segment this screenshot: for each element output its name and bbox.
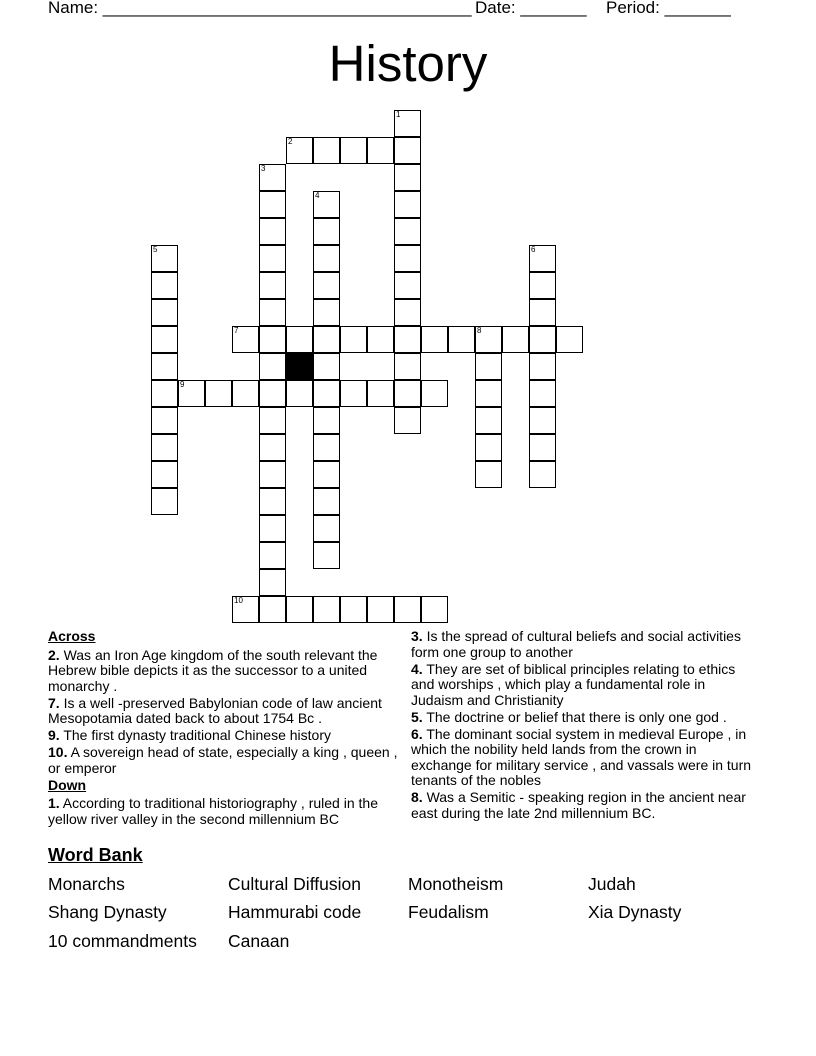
word-bank-item: Xia Dynasty — [588, 902, 682, 922]
clue — [48, 745, 400, 776]
grid-cell[interactable] — [421, 596, 448, 623]
clue-number: 7 — [234, 326, 239, 335]
period-field: Period: _______ — [606, 0, 731, 17]
clue-text: A sovereign head of state, especially a king , queen , or emperor — [48, 744, 398, 776]
grid-cell[interactable] — [475, 407, 502, 434]
clue — [48, 696, 400, 727]
clue — [48, 728, 400, 744]
grid-cell[interactable] — [286, 596, 313, 623]
clue — [411, 629, 761, 660]
grid-cell[interactable] — [313, 434, 340, 461]
grid-cell[interactable] — [421, 326, 448, 353]
clues-right-column — [411, 629, 761, 823]
grid-cell[interactable] — [394, 191, 421, 218]
name-field: Name: _______________________________________ — [48, 0, 472, 17]
grid-cell[interactable] — [367, 137, 394, 164]
grid-cell[interactable] — [259, 380, 286, 407]
grid-cell[interactable] — [529, 245, 556, 272]
grid-cell[interactable] — [151, 488, 178, 515]
grid-cell[interactable] — [340, 137, 367, 164]
clue-number-label: 2. — [48, 646, 60, 663]
grid-cell[interactable] — [529, 353, 556, 380]
page-title: History — [328, 35, 488, 92]
clue-number: 1 — [396, 110, 401, 119]
grid-cell[interactable] — [259, 245, 286, 272]
grid-cell[interactable] — [259, 434, 286, 461]
grid-cell[interactable] — [394, 299, 421, 326]
grid-cell[interactable] — [313, 299, 340, 326]
grid-cell[interactable] — [151, 407, 178, 434]
word-bank-item: 10 commandments — [48, 931, 197, 951]
grid-cell[interactable] — [340, 326, 367, 353]
clue — [411, 790, 761, 821]
grid-cell[interactable] — [367, 326, 394, 353]
clue-number: 5 — [153, 245, 158, 254]
clue-number-label: 3. — [411, 628, 423, 644]
grid-cell[interactable] — [286, 326, 313, 353]
grid-cell[interactable] — [394, 407, 421, 434]
grid-cell[interactable] — [394, 272, 421, 299]
word-bank-item: Cultural Diffusion — [228, 874, 361, 894]
grid-cell[interactable] — [394, 353, 421, 380]
grid-cell[interactable] — [178, 380, 205, 407]
grid-cell[interactable] — [151, 461, 178, 488]
grid-cell[interactable] — [313, 353, 340, 380]
grid-cell[interactable] — [529, 461, 556, 488]
grid-cell[interactable] — [394, 218, 421, 245]
grid-cell[interactable] — [313, 272, 340, 299]
clue-number: 2 — [288, 137, 293, 146]
clue-number-label: 6. — [411, 725, 423, 742]
grid-cell[interactable] — [151, 434, 178, 461]
grid-cell[interactable] — [313, 488, 340, 515]
grid-cell[interactable] — [367, 596, 394, 623]
clue-number: 4 — [315, 191, 320, 200]
clue-number-label: 5. — [411, 708, 423, 725]
grid-cell[interactable] — [259, 515, 286, 542]
clue-text: The doctrine or belief that there is only one god . — [422, 708, 727, 725]
word-bank-item: Feudalism — [408, 902, 489, 922]
grid-cell[interactable] — [394, 110, 421, 137]
grid-cell[interactable] — [151, 353, 178, 380]
grid-cell[interactable] — [367, 380, 394, 407]
word-bank-title: Word Bank — [48, 845, 143, 865]
clue-number: 6 — [531, 245, 536, 254]
grid-cell[interactable] — [502, 326, 529, 353]
grid-cell[interactable] — [151, 380, 178, 407]
grid-cell[interactable] — [475, 326, 502, 353]
grid-cell[interactable] — [340, 596, 367, 623]
word-bank-item: Shang Dynasty — [48, 902, 167, 922]
grid-cell[interactable] — [151, 326, 178, 353]
grid-cell[interactable] — [232, 596, 259, 623]
word-bank-item: Hammurabi code — [228, 902, 362, 922]
word-bank-item: Monarchs — [48, 874, 125, 894]
clue-number-label: 7. — [48, 694, 60, 711]
word-bank-item: Canaan — [228, 931, 290, 951]
grid-cell[interactable] — [529, 407, 556, 434]
grid-cell[interactable] — [313, 542, 340, 569]
grid-cell[interactable] — [313, 407, 340, 434]
grid-cell[interactable] — [475, 380, 502, 407]
clue-text: According to traditional historiography , ruled in the yellow river valley in the second millennium BC — [48, 795, 378, 827]
grid-cell[interactable] — [313, 191, 340, 218]
clue — [411, 710, 761, 726]
grid-cell[interactable] — [394, 596, 421, 623]
grid-cell[interactable] — [475, 461, 502, 488]
clue-number-label: 8. — [411, 789, 423, 805]
grid-cell[interactable] — [151, 299, 178, 326]
grid-cell[interactable] — [259, 353, 286, 380]
grid-cell[interactable] — [313, 596, 340, 623]
grid-cell[interactable] — [313, 515, 340, 542]
clue-number-label: 1. — [48, 795, 60, 811]
clue-number-label: 4. — [411, 660, 423, 677]
grid-cell[interactable] — [286, 137, 313, 164]
grid-cell[interactable] — [286, 380, 313, 407]
grid-cell[interactable] — [529, 380, 556, 407]
grid-cell[interactable] — [556, 326, 583, 353]
grid-cell[interactable] — [394, 245, 421, 272]
grid-cell[interactable] — [151, 272, 178, 299]
grid-cell[interactable] — [475, 434, 502, 461]
clue-number: 9 — [180, 380, 185, 389]
grid-cell[interactable] — [205, 380, 232, 407]
grid-cell[interactable] — [232, 326, 259, 353]
grid-cell[interactable] — [232, 380, 259, 407]
grid-cell[interactable] — [259, 164, 286, 191]
grid-cell[interactable] — [394, 164, 421, 191]
grid-cell[interactable] — [529, 326, 556, 353]
grid-cell[interactable] — [259, 326, 286, 353]
word-bank-item: Judah — [588, 874, 636, 894]
grid-cell[interactable] — [259, 407, 286, 434]
clue-text: They are set of biblical principles relating to ethics and worships , which play a fundamental role in Judaism and Christianity — [411, 660, 736, 708]
clue-number-label: 10. — [48, 744, 68, 760]
clue — [48, 796, 400, 827]
grid-cell[interactable] — [259, 569, 286, 596]
clue-number-label: 9. — [48, 727, 60, 743]
shaded-cell — [286, 353, 313, 380]
clue-number: 10 — [234, 596, 243, 605]
grid-cell[interactable] — [259, 299, 286, 326]
grid-cell[interactable] — [259, 461, 286, 488]
grid-cell[interactable] — [151, 245, 178, 272]
grid-cell[interactable] — [313, 461, 340, 488]
clue — [48, 648, 400, 695]
grid-cell[interactable] — [340, 380, 367, 407]
clue-text: Is the spread of cultural beliefs and social activities form one group to another — [411, 628, 741, 660]
grid-cell[interactable] — [448, 326, 475, 353]
grid-cell[interactable] — [259, 596, 286, 623]
grid-cell[interactable] — [394, 137, 421, 164]
clue-text: Was an Iron Age kingdom of the south relevant the Hebrew bible depicts it as the successor to a united monarchy . — [48, 646, 378, 694]
grid-cell[interactable] — [421, 380, 448, 407]
clue — [411, 727, 761, 789]
grid-cell[interactable] — [394, 326, 421, 353]
down-heading: Down — [48, 776, 87, 793]
grid-cell[interactable] — [475, 353, 502, 380]
grid-cell[interactable] — [529, 434, 556, 461]
clue-number: 3 — [261, 164, 266, 173]
clue-text: The dominant social system in medieval Europe , in which the nobility held lands from the crown in exchange for military service , and vassals were in turn tenants of the nobles — [411, 725, 752, 788]
clue — [411, 662, 761, 709]
grid-cell[interactable] — [313, 245, 340, 272]
grid-cell[interactable] — [259, 191, 286, 218]
clue-text: Was a Semitic - speaking region in the ancient near east during the late 2nd millennium BC. — [411, 789, 746, 821]
word-bank-item: Monotheism — [408, 874, 504, 894]
grid-cell[interactable] — [259, 488, 286, 515]
grid-cell[interactable] — [529, 272, 556, 299]
grid-cell[interactable] — [529, 299, 556, 326]
grid-cell[interactable] — [313, 137, 340, 164]
clue-text: Is a well -preserved Babylonian code of law ancient Mesopotamia dated back to about 1754 Bc . — [48, 694, 382, 726]
grid-cell[interactable] — [313, 380, 340, 407]
grid-cell[interactable] — [259, 272, 286, 299]
clues-left-column — [48, 629, 400, 829]
clue-text: The first dynasty traditional Chinese history — [59, 727, 331, 743]
grid-cell[interactable] — [259, 218, 286, 245]
grid-cell[interactable] — [259, 542, 286, 569]
grid-cell[interactable] — [313, 326, 340, 353]
date-field: Date: _______ — [475, 0, 587, 17]
grid-cell[interactable] — [313, 218, 340, 245]
grid-cell[interactable] — [394, 380, 421, 407]
across-heading: Across — [48, 628, 96, 644]
clue-number: 8 — [477, 326, 482, 335]
